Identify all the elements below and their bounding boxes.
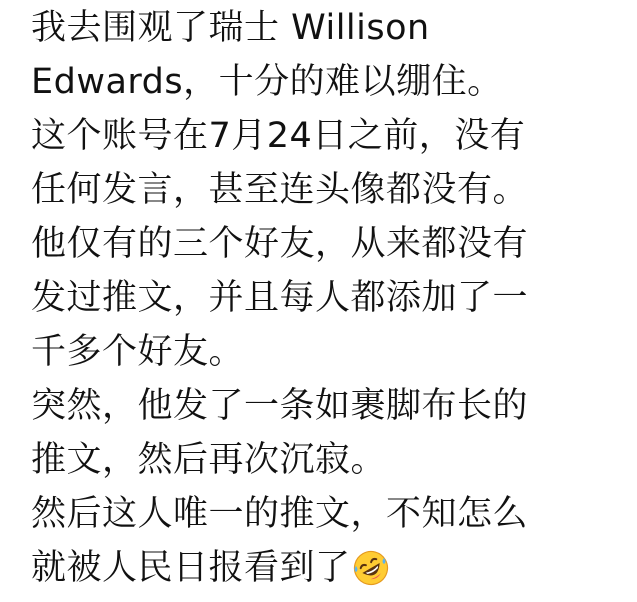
text-line-10: 然后这人唯一的推文，不知怎么 [31, 494, 529, 534]
text-line-4: 任何发言，甚至连头像都没有。 [31, 170, 529, 210]
text-line-11-text: 就被人民日报看到了 [31, 548, 351, 588]
text-line-5: 他仅有的三个好友，从来都没有 [31, 224, 529, 264]
post-text [31, 0, 631, 602]
rolling-on-floor-laughing-icon [353, 550, 389, 586]
text-line-11 [31, 548, 389, 588]
text-line-7: 千多个好友。 [31, 332, 245, 372]
text-line-2: Edwards，十分的难以绷住。 [31, 62, 503, 102]
text-line-1: 我去围观了瑞士 Willison [31, 8, 430, 48]
text-line-8: 突然，他发了一条如裹脚布长的 [31, 386, 529, 426]
text-line-9: 推文，然后再次沉寂。 [31, 440, 387, 480]
text-line-6: 发过推文，并且每人都添加了一 [31, 278, 529, 318]
text-line-3: 这个账号在7月24日之前，没有 [31, 116, 526, 156]
